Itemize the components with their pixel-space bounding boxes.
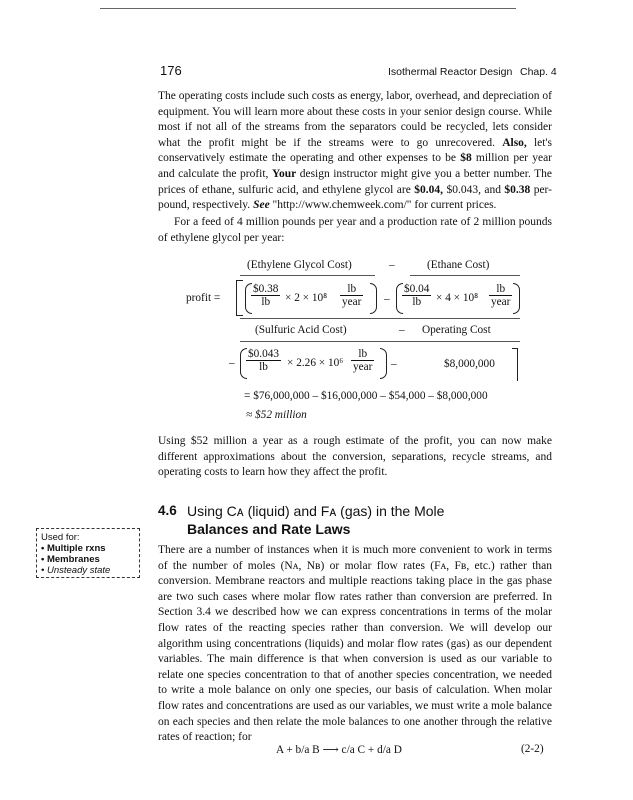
- paragraph-estimate: Using $52 million a year as a rough estimate of the profit, you can now make different approximations about the conversion, separations, recycle streams, and operating costs to learn how they affect the profit.: [158, 435, 552, 479]
- glycol-multiplier: × 2 × 10⁸: [285, 292, 328, 304]
- reaction-equation: A + b/a B ⟶ c/a C + d/a D: [276, 744, 402, 756]
- fraction-glycol-price: $\frac{\$0.38}{lb}$: [253, 283, 279, 308]
- fraction-ethane-price: $\frac{\$0.04}{lb}$: [404, 283, 430, 308]
- margin-note-item: • Multiple rxns: [41, 543, 106, 554]
- equation-number: (2-2): [521, 743, 544, 755]
- top-rule: [100, 8, 516, 9]
- paragraph-molar-flow: There are a number of instances when it is much more convenient to work in terms of the number of moles (Nᴀ, Nʙ) or molar flow rates (Fᴀ, Fʙ, etc.) rather than conversion. Membrane reactors and multiple reactions taking place in the gas phase are two such cases where molar flow rates rather than conversion are preferred. In Section 3.4 we described how we can express concentrations in terms of the molar flow rates of the reacting species rather than conversion. We will develop our algorithm using concentrations (liquids) and molar flow rates (gas) as our dependent variables. The main difference is that when conversion is used as our variable to relate one species concentration to that of another species concentration, we needed to write a mole balance on only one species, our basis of calculation. When molar flow rates and concentrations are used as our variables, we must write a mole balance on each species and then relate the mole balances to one another through the relative rates of reaction; for: [158, 544, 552, 744]
- profit-label: profit =: [186, 292, 221, 304]
- running-title: Isothermal Reactor Design: [388, 66, 513, 78]
- result-line: = $76,000,000 – $16,000,000 – $54,000 – $8,000,000: [244, 390, 488, 402]
- ethane-multiplier: × 4 × 10⁸: [436, 292, 479, 304]
- margin-note-list: [41, 543, 135, 576]
- label-minus-2: –: [399, 324, 405, 336]
- approx-profit-line: ≈ $52 million: [246, 409, 307, 421]
- label-ethane-cost: (Ethane Cost): [427, 259, 490, 271]
- bracket-left: [236, 280, 243, 316]
- paren-ethane-right: [513, 283, 520, 314]
- section-number: 4.6: [158, 503, 177, 518]
- label-minus-1: –: [389, 259, 395, 271]
- paragraph-feed: For a feed of 4 million pounds per year and a production rate of 2 million pounds of ethylene glycol per year:: [158, 216, 552, 244]
- label-glycol-cost: (Ethylene Glycol Cost): [247, 259, 352, 271]
- page-number: 176: [160, 63, 182, 78]
- section-title: Using Cᴀ (liquid) and Fᴀ (gas) in the Mole Balances and Rate Laws: [187, 503, 445, 537]
- margin-note-item: • Unsteady state: [41, 565, 111, 576]
- margin-note-item: • Membranes: [41, 554, 100, 565]
- operating-cost-value: $8,000,000: [444, 358, 495, 370]
- rule-above-glycol: [240, 275, 375, 276]
- label-acid-cost: (Sulfuric Acid Cost): [255, 324, 347, 336]
- fraction-acid-price: $\frac{\$0.043}{lb}$: [248, 348, 280, 373]
- bracket-right: [512, 348, 518, 381]
- rule-above-acid: [240, 341, 520, 342]
- paren-acid-right: [380, 348, 387, 379]
- paren-glycol-right: [370, 283, 377, 314]
- minus-between-costs: –: [384, 293, 390, 305]
- paragraph-operating-costs: The operating costs include such costs as energy, labor, overhead, and depreciation of equipment. You will learn more about these costs in your senior design course. While most if not all of the streams from the separators could be recycled, lets consider what the profit might be if the streams were to go unrecovered. Also, let's conservatively estimate the operating and other expenses to be $8 million per year and calculate the profit, Your design instructor might give you a better number. The prices of ethane, sulfuric acid, and ethylene glycol are $0.04, $0.043, and $0.38 per-pound, respectively. See "http://www.chemweek.com/" for current prices.: [158, 90, 553, 212]
- margin-note-box: [36, 528, 140, 578]
- acid-multiplier: × 2.26 × 10⁶: [287, 357, 344, 369]
- fraction-ethane-rate: lb year: [491, 283, 511, 308]
- fraction-glycol-rate: lb year: [342, 283, 362, 308]
- rule-below-row1: [240, 318, 520, 319]
- chapter-label: Chap. 4: [520, 66, 557, 78]
- label-operating-cost: Operating Cost: [422, 324, 491, 336]
- rule-above-ethane: [410, 275, 520, 276]
- fraction-acid-rate: lb year: [353, 348, 373, 373]
- minus-acid-leading: –: [229, 357, 235, 369]
- minus-before-operating: –: [391, 358, 397, 370]
- margin-note-label: Used for:: [41, 532, 80, 543]
